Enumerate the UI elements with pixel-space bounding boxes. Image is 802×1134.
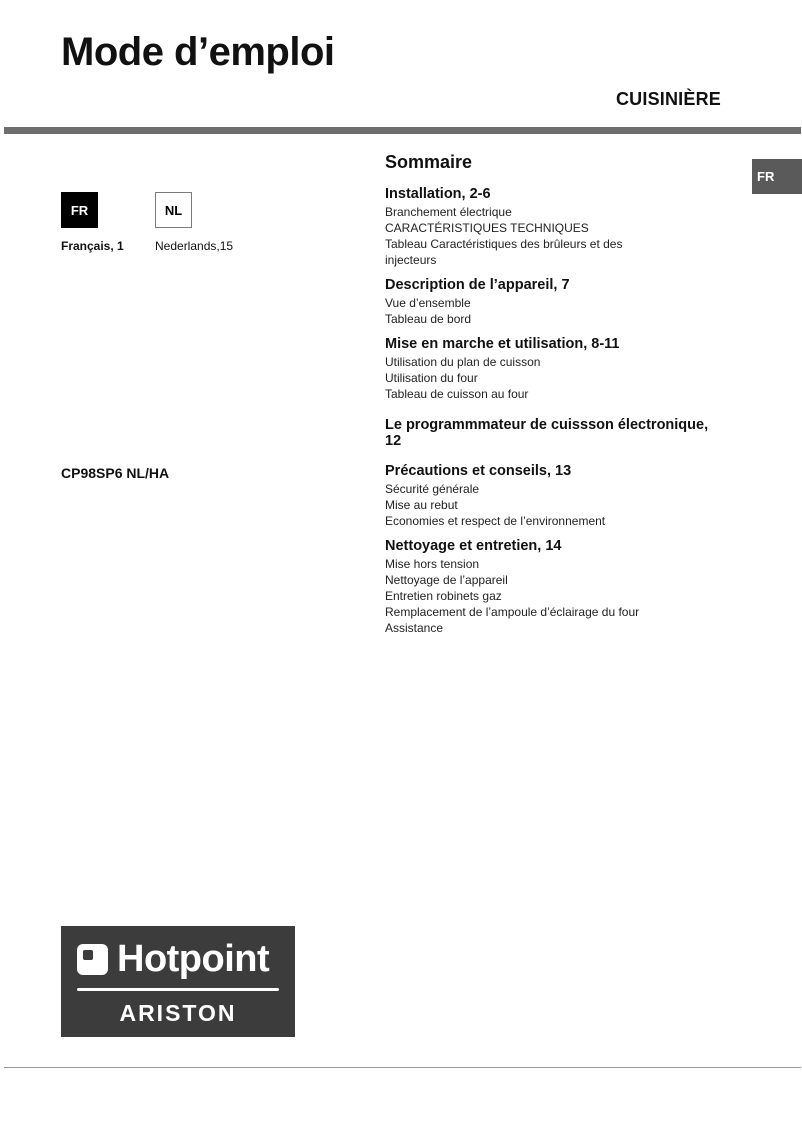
toc-item: Utilisation du four xyxy=(385,371,478,385)
logo-brand-text: Hotpoint xyxy=(117,938,270,980)
toc-item: Vue d’ensemble xyxy=(385,296,471,310)
toc-section-heading[interactable]: Mise en marche et utilisation, 8-11 xyxy=(385,336,620,352)
toc-section-heading[interactable]: Nettoyage et entretien, 14 xyxy=(385,538,562,554)
toc-item: Entretien robinets gaz xyxy=(385,589,502,603)
toc-title: Sommaire xyxy=(385,152,473,172)
toc-item: Assistance xyxy=(385,621,444,635)
toc-item: Remplacement de l’ampoule d’éclairage du four xyxy=(385,605,640,619)
toc-section-precautions[interactable] xyxy=(385,463,725,529)
footer-divider xyxy=(4,1067,801,1068)
logo-divider xyxy=(77,988,279,991)
toc-item: Tableau Caractéristiques des brûleurs et des xyxy=(385,237,623,251)
brand-logo xyxy=(61,926,295,1037)
toc-item: Utilisation du plan de cuisson xyxy=(385,355,541,369)
toc-item: Tableau de cuisson au four xyxy=(385,387,529,401)
toc-item: Branchement électrique xyxy=(385,205,512,219)
header-divider xyxy=(4,127,801,134)
language-badge-fr[interactable]: FR xyxy=(61,192,98,228)
toc-item: Mise hors tension xyxy=(385,557,480,571)
language-side-tab[interactable]: FR xyxy=(752,159,802,194)
language-badge-nl[interactable]: NL xyxy=(155,192,192,228)
toc-item: Tableau de bord xyxy=(385,312,472,326)
toc-item: Nettoyage de l’appareil xyxy=(385,573,508,587)
toc-section-nettoyage[interactable] xyxy=(385,538,725,636)
page-title: Mode d’emploi xyxy=(61,30,335,74)
hotpoint-mark-icon xyxy=(77,944,108,975)
table-of-contents xyxy=(385,152,725,645)
toc-section-heading[interactable]: Précautions et conseils, 13 xyxy=(385,463,572,479)
model-number: CP98SP6 NL/HA xyxy=(61,465,170,481)
toc-section-heading[interactable]: Description de l’appareil, 7 xyxy=(385,277,570,293)
toc-item: injecteurs xyxy=(385,253,437,267)
toc-section-installation[interactable] xyxy=(385,186,725,268)
toc-section-heading[interactable]: Le programmmateur de cuissson électronique, 12 xyxy=(385,417,709,449)
toc-section-mise-en-marche[interactable] xyxy=(385,336,725,402)
toc-item: Sécurité générale xyxy=(385,482,480,496)
toc-item: Economies et respect de l’environnement xyxy=(385,514,606,528)
language-label-nl[interactable]: Nederlands,15 xyxy=(155,239,234,253)
toc-section-programmateur[interactable] xyxy=(385,417,725,449)
logo-sub-text: ARISTON xyxy=(119,1000,237,1026)
product-type: CUISINIÈRE xyxy=(615,89,721,109)
toc-item: Mise au rebut xyxy=(385,498,458,512)
toc-item: CARACTÉRISTIQUES TECHNIQUES xyxy=(385,221,589,235)
toc-section-description[interactable] xyxy=(385,277,725,327)
toc-section-heading[interactable]: Installation, 2-6 xyxy=(385,186,491,202)
language-label-fr[interactable]: Français, 1 xyxy=(61,239,124,253)
